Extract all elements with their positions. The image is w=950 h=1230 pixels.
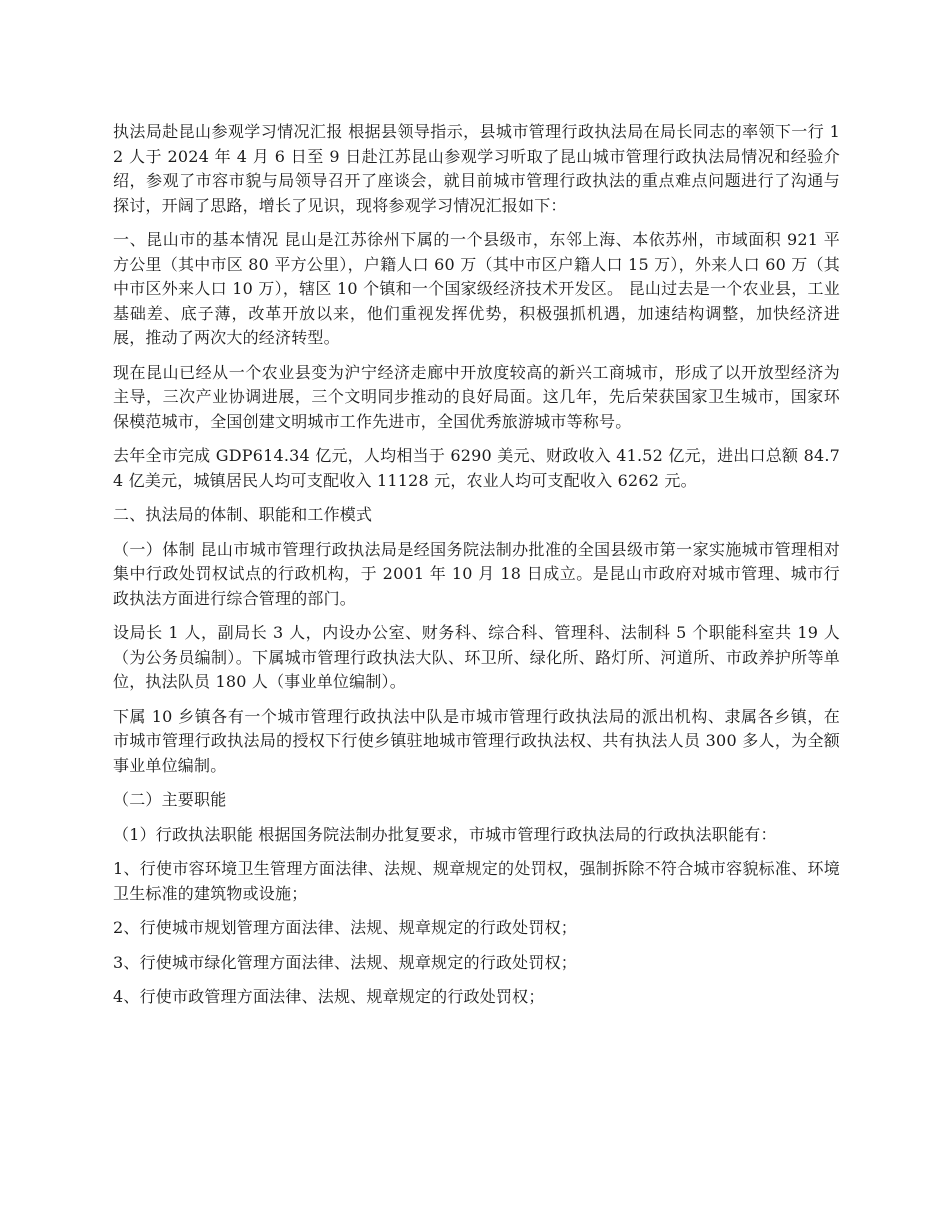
township-paragraph: 下属 10 乡镇各有一个城市管理行政执法中队是市城市管理行政执法局的派出机构、隶属各乡镇，在市城市管理行政执法局的授权下行使乡镇驻地城市管理行政执法权、共有执法人员 300 多人，为全额事业单位编制。 bbox=[113, 706, 840, 775]
function-item-1: 1、行使市容环境卫生管理方面法律、法规、规章规定的处罚权，强制拆除不符合城市容貌标准、环境卫生标准的建筑物或设施； bbox=[113, 859, 840, 903]
document-page bbox=[113, 120, 840, 1020]
function-item-2: 2、行使城市规划管理方面法律、法规、规章规定的行政处罚权； bbox=[113, 918, 577, 937]
staffing-paragraph: 设局长 1 人，副局长 3 人，内设办公室、财务科、综合科、管理科、法制科 5 个职能科室共 19 人（为公务员编制）。下属城市管理行政执法大队、环卫所、绿化所、路灯所、河道所、市政养护所等单位，执法队员 180 人（事业单位编制）。 bbox=[113, 623, 840, 691]
subsection-heading-functions: （二）主要职能 bbox=[113, 790, 227, 809]
development-paragraph: 现在昆山已经从一个农业县变为沪宁经济走廊中开放度较高的新兴工商城市，形成了以开放型经济为主导，三次产业协调进展，三个文明同步推动的良好局面。这几年，先后荣获国家卫生城市，国家环保模范城市，全国创建文明城市工作先进市，全国优秀旅游城市等称号。 bbox=[113, 362, 840, 431]
section-basic-info-paragraph: 一、昆山市的基本情况 昆山是江苏徐州下属的一个县级市，东邻上海、本依苏州，市域面积 921 平方公里（其中市区 80 平方公里），户籍人口 60 万（其中市区户籍人口 15 万），外来人口 60 万（其中市区外来人口 10 万），辖区 10 个镇和一个国家级经济技术开发区。 昆山过去是一个农业县，工业基础差、底子薄，改革开放以来，他们重视发挥优势，积极强抓机遇，加速结构调整，加快经济进展，推动了两次大的经济转型。 bbox=[113, 230, 840, 347]
economy-paragraph: 去年全市完成 GDP614.34 亿元，人均相当于 6290 美元、财政收入 41.52 亿元，进出口总额 84.74 亿美元，城镇居民人均可支配收入 11128 元，农业人均可支配收入 6262 元。 bbox=[113, 446, 840, 490]
system-paragraph: （一）体制 昆山市城市管理行政执法局是经国务院法制办批准的全国县级市第一家实施城市管理相对集中行政处罚权试点的行政机构，于 2001 年 10 月 18 日成立。是昆山市政府对城市管理、城市行政执法方面进行综合管理的部门。 bbox=[113, 539, 840, 608]
function-item-3: 3、行使城市绿化管理方面法律、法规、规章规定的行政处罚权； bbox=[113, 952, 577, 972]
function-item-4: 4、行使市政管理方面法律、法规、规章规定的行政处罚权； bbox=[113, 987, 545, 1006]
enforcement-functions-paragraph: （1）行政执法职能 根据国务院法制办批复要求，市城市管理行政执法局的行政执法职能有： bbox=[113, 824, 777, 844]
intro-paragraph: 执法局赴昆山参观学习情况汇报 根据县领导指示，县城市管理行政执法局在局长同志的率领下一行 12 人于 2024 年 4 月 6 日至 9 日赴江苏昆山参观学习听取了昆山城市管理行政执法局情况和经验介绍，参观了市容市貌与局领导召开了座谈会，就目前城市管理行政执法的重点难点问题进行了沟通与探讨，开阔了思路，增长了见识，现将参观学习情况汇报如下： bbox=[113, 122, 840, 215]
section-heading-system: 二、执法局的体制、职能和工作模式 bbox=[113, 505, 373, 524]
